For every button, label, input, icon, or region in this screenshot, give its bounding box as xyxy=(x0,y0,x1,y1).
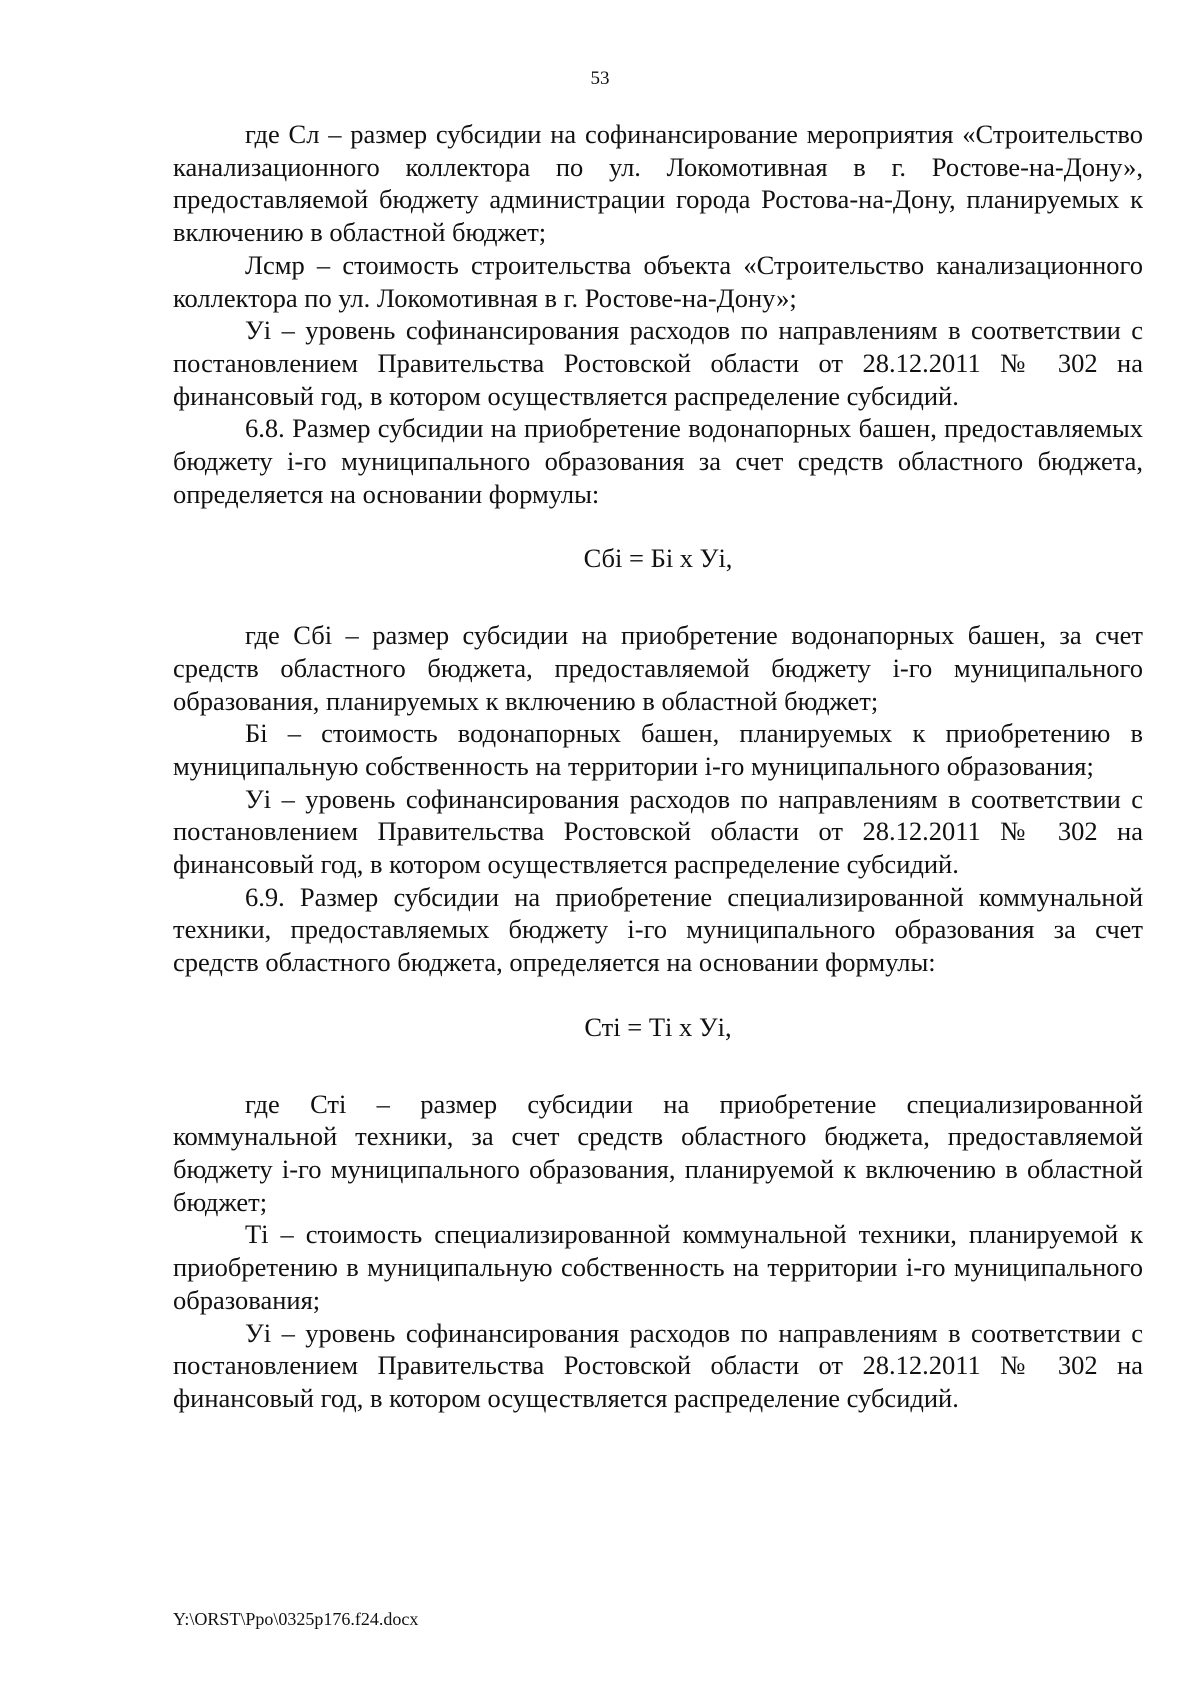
formula-municipal-equipment: Стi = Тi х Уi, xyxy=(584,1011,732,1042)
paragraph-sbi-definition: где Сбi – размер субсидии на приобретение водонапорных башен, за счет средств областного бюджета, предоставляемой бюджету i-го муниципального образования, планируемых к включению в областной бюджет; xyxy=(173,620,1143,716)
paragraph-ui-definition: Уi – уровень софинансирования расходов по направлениям в соответствии с постановлением Правительства Ростовской области от 28.12.2011 № 302 на финансовый год, в котором осуществляется распределение субсидий. xyxy=(173,1317,1143,1413)
formula-water-towers: Сбi = Бi х Уi, xyxy=(583,543,733,574)
document-body xyxy=(173,118,1143,1415)
paragraph-ti-definition: Тi – стоимость специализированной коммунальной техники, планируемой к приобретению в муниципальную собственность на территории i-го муниципального образования; xyxy=(173,1219,1143,1315)
file-path-footer: Y:\ORST\Ppo\0325p176.f24.docx xyxy=(173,1609,419,1629)
paragraph-ui-definition: Уi – уровень софинансирования расходов по направлениям в соответствии с постановлением Правительства Ростовской области от 28.12.2011 № 302 на финансовый год, в котором осуществляется распределение субсидий. xyxy=(173,783,1143,880)
page-number: 53 xyxy=(590,68,610,89)
paragraph-section-6-9: 6.9. Размер субсидии на приобретение специализированной коммунальной техники, предоставляемых бюджету i-го муниципального образования за счет средств областного бюджета, определяется на основании формулы: xyxy=(173,881,1143,978)
paragraph-sti-definition: где Стi – размер субсидии на приобретение специализированной коммунальной техники, за счет средств областного бюджета, предоставляемой бюджету i-го муниципального образования, планируемой к включению в областной бюджет; xyxy=(173,1088,1143,1217)
paragraph-lsmr-definition: Лсмр – стоимость строительства объекта «Строительство канализационного коллектора по ул. Локомотивная в г. Ростове-на-Дону»; xyxy=(173,249,1143,313)
paragraph-section-6-8: 6.8. Размер субсидии на приобретение водонапорных башен, предоставляемых бюджету i-го муниципального образования за счет средств областного бюджета, определяется на основании формулы: xyxy=(173,413,1143,509)
paragraph-bi-definition: Бi – стоимость водонапорных башен, планируемых к приобретению в муниципальную собственность на территории i-го муниципального образования; xyxy=(173,718,1143,781)
paragraph-ui-definition: Уi – уровень софинансирования расходов по направлениям в соответствии с постановлением Правительства Ростовской области от 28.12.2011 № 302 на финансовый год, в котором осуществляется распределение субсидий. xyxy=(173,315,1143,411)
paragraph-sl-definition: где Сл – размер субсидии на софинансирование мероприятия «Строительство канализационного коллектора по ул. Локомотивная в г. Ростове-на-Дону», предоставляемой бюджету администрации города Ростова-на-Дону, планируемых к включению в областной бюджет; xyxy=(173,119,1143,248)
